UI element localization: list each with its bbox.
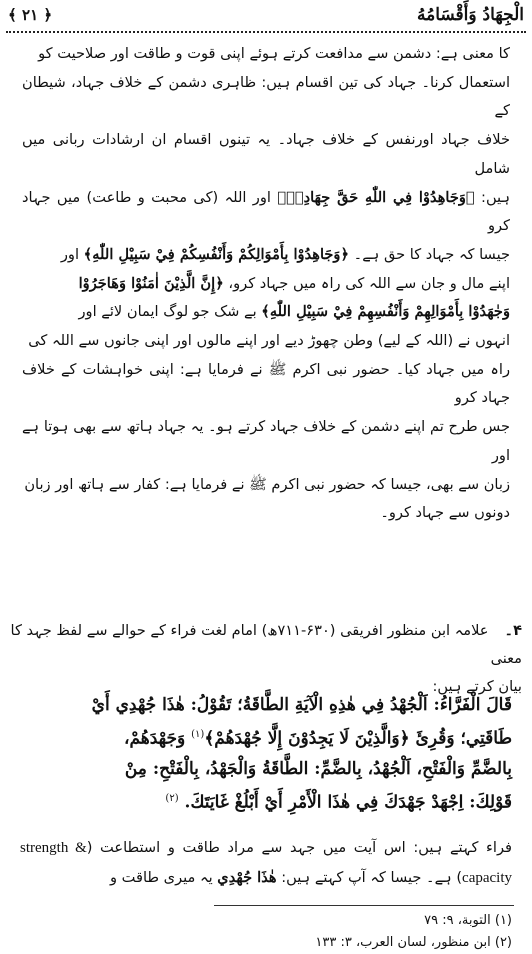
footnote-2: (۲) ابن منظور، لسان العرب، ۳: ۱۳۳ — [315, 935, 512, 950]
text-run: ) ہے۔ جیسا کہ آپ کہتے ہیں: — [276, 869, 463, 886]
text-run: ہیں: — [474, 188, 511, 206]
quran-verse: ﴿وَجَاهِدُوْا فِي اللّٰهِ حَقَّ جِهَادِهٖ﴾ — [277, 188, 475, 206]
footnote-marker[interactable]: (۲) — [165, 792, 179, 804]
quran-verse: وَجٰهَدُوْا بِأَمْوَالِهِمْ وَأَنْفُسِهِمْ فِيْ سَبِيْلِ اللّٰهِ﴾ — [261, 303, 510, 321]
arabic-line — [20, 784, 512, 818]
paragraph-farra — [20, 833, 512, 893]
text-run: وَجَهْدَهُمْ، — [123, 728, 192, 749]
text-line — [20, 833, 512, 893]
text-line: کا معنی ہے: دشمن سے مدافعت کرتے ہوئے اپنی قوت و طاقت اور صلاحیت کو — [38, 45, 510, 62]
text-run: قَوْلِكَ: اِجْهَدْ جَهْدَكَ فِي هٰذَا الْأَمْرِ أَيْ أَبْلُغْ غَايَتَكَ. — [184, 792, 512, 813]
paragraph-meaning — [22, 40, 510, 528]
text-line — [22, 241, 510, 270]
footnote-divider — [214, 905, 514, 906]
arabic-line — [20, 720, 512, 754]
footnote-1: (۱) التوبة، ۹: ۷۹ — [424, 913, 512, 928]
footnotes — [315, 910, 512, 954]
arabic-phrase: هٰذَا جُهْدِي — [217, 869, 277, 886]
text-line: استعمال کرنا۔ جہاد کی تین اقسام ہیں: ظاہری دشمن کے خلاف جہاد، شیطان کے — [22, 73, 510, 120]
footnote-marker[interactable]: (۱) — [191, 729, 205, 740]
text-line: جس طرح تم اپنے دشمن کے خلاف جہاد کرتے ہو۔ یہ جہاد ہاتھ سے بھی ہوتا ہے اور — [22, 418, 510, 464]
text-line — [22, 184, 510, 241]
text-line — [22, 298, 510, 327]
arabic-line: قَالَ الْفَرَّاءُ: اَلْجُهْدُ فِي هٰذِهِ الْآيَةِ الطَّاقَةُ؛ تَقُوْلُ: هٰذَا جُهْدِي أَيْ — [91, 695, 512, 715]
text-line — [8, 617, 522, 673]
text-run: علامہ ابن منظور افریقی (۶۳۰-۷۱۱ھ) امام لغت فراء کے حوالے سے لفظ جہد کا معنی — [10, 622, 522, 667]
header-divider — [6, 31, 526, 33]
arabic-quotation — [20, 690, 512, 817]
text-run: جیسا کہ جہاد کا حق ہے۔ — [349, 245, 510, 263]
text-line: انہوں نے (اللہ کے لیے) وطن چھوڑ دیے اور اپنے مالوں اور اپنی جانوں سے اللہ کی — [28, 332, 510, 350]
numbered-item-4 — [8, 617, 522, 701]
chapter-title: الْجِهَادُ وَأَقْسَامُهُ — [416, 5, 524, 25]
item-number: ۴۔ — [504, 622, 522, 639]
text-run: طَاقَتِي؛ وَقُرِئَ ﴿وَالَّذِيْنَ لَا يَجِدُوْنَ إِلَّا جُهْدَهُمْ﴾ — [204, 728, 512, 749]
text-line: دونوں سے جہاد کرو۔ — [380, 504, 510, 522]
english-gloss: strength & capacity — [20, 840, 512, 886]
text-run: بے شک جو لوگ ایمان لائے اور — [78, 303, 262, 321]
text-run: یہ میری طاقت و — [109, 869, 218, 886]
text-line: راہ میں جہاد کیا۔ حضور نبی اکرم ﷺ نے فرمایا ہے: اپنی خواہشات کے خلاف جہاد کرو — [22, 360, 510, 407]
text-line — [22, 270, 510, 299]
page-number: ﴿ ٢١ ﴾ — [8, 6, 53, 24]
quran-verse: ﴿إِنَّ الَّذِيْنَ اٰمَنُوْا وَهَاجَرُوْا — [78, 274, 224, 292]
text-run: اپنے مال و جان سے اللہ کی راہ میں جہاد کرو، — [223, 274, 510, 292]
text-line: بیان کرتے ہیں: — [432, 678, 522, 695]
quran-verse: ﴿وَجَاهِدُوْا بِأَمْوَالِكُمْ وَأَنْفُسِكُمْ فِيْ سَبِيْلِ اللّٰهِ﴾ — [83, 245, 350, 263]
running-header — [8, 2, 524, 28]
text-run: اور اللہ (کی محبت و طاعت) میں جہاد کرو — [22, 188, 510, 235]
text-run: اور — [60, 245, 84, 263]
text-run: فراء کہتے ہیں: اس آیت میں جہد سے مراد طاقت و استطاعت ( — [86, 839, 512, 856]
text-line: زبان سے بھی، جیسا کہ حضور نبی اکرم ﷺ نے فرمایا ہے: کفار سے ہاتھ اور زبان — [24, 475, 510, 493]
arabic-line: بِالضَّمِّ وَالْفَتْحِ، اَلْجُهْدُ، بِالضَّمِّ: الطَّاقَةُ وَالْجَهْدُ، بِالْفَتْحِ: مِنْ — [124, 758, 512, 779]
text-line: خلاف جہاد اورنفس کے خلاف جہاد۔ یہ تینوں اقسام ان ارشادات ربانی میں شامل — [22, 131, 510, 177]
